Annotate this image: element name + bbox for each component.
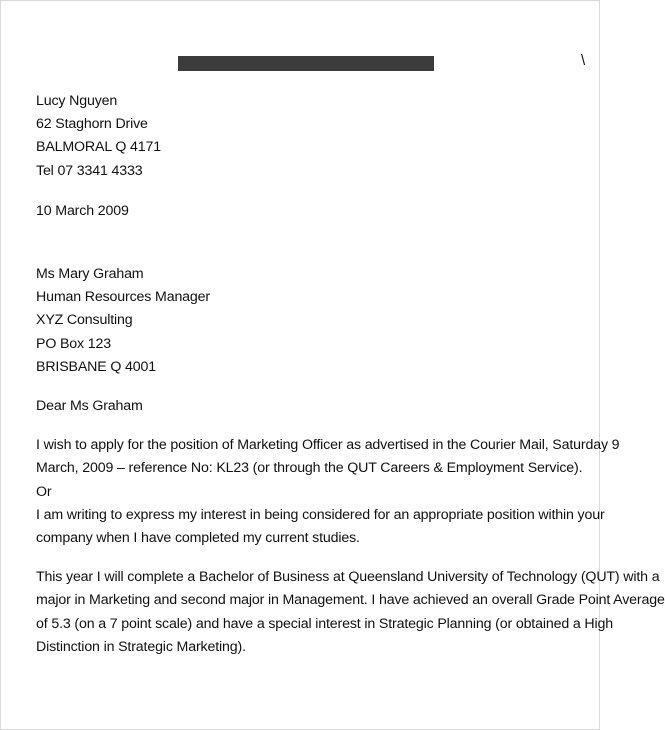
spacer — [36, 183, 581, 200]
paragraph-line: company when I have completed my current studies. — [36, 530, 360, 547]
sender-name: Lucy Nguyen — [36, 93, 118, 109]
corner-mark: \ — [581, 52, 586, 69]
redaction-bar — [178, 56, 434, 71]
sender-street: 62 Staghorn Drive — [36, 116, 148, 133]
recipient-address — [36, 263, 581, 379]
paragraph-application — [36, 434, 620, 550]
paragraph-line: I wish to apply for the position of Marketing Officer as advertised in the Courier Mail, Saturday 9 — [36, 437, 620, 454]
spacer — [36, 550, 581, 566]
paragraph-line: major in Marketing and second major in Management. I have achieved an overall Grade Point Average — [36, 592, 665, 609]
spacer — [36, 418, 581, 434]
recipient-name: Ms Mary Graham — [36, 266, 144, 283]
or-text: Or — [36, 483, 52, 500]
paragraph-line: I am writing to express my interest in being considered for an appropriate position within your — [36, 506, 605, 523]
salutation: Dear Ms Graham — [36, 398, 143, 415]
sender-city: BALMORAL Q 4171 — [36, 139, 161, 156]
sender-address — [36, 90, 581, 183]
recipient-title: Human Resources Manager — [36, 289, 210, 306]
paragraph-line: of 5.3 (on a 7 point scale) and have a special interest in Strategic Planning (or obtained a High — [36, 615, 613, 632]
letter-date: 10 March 2009 — [36, 202, 129, 219]
recipient-company: XYZ Consulting — [36, 312, 133, 329]
paragraph-line: March, 2009 – reference No: KL23 (or through the QUT Careers & Employment Service). — [36, 460, 583, 477]
spacer — [36, 223, 581, 263]
paragraph-line: Distinction in Strategic Marketing). — [36, 638, 246, 655]
paragraph-studies — [36, 566, 665, 659]
recipient-city: BRISBANE Q 4001 — [36, 358, 156, 375]
sender-phone: Tel 07 3341 4333 — [36, 162, 143, 179]
letter-body — [36, 90, 665, 659]
paragraph-line: This year I will complete a Bachelor of Business at Queensland University of Technology (QUT) with a — [36, 569, 660, 586]
recipient-po-box: PO Box 123 — [36, 335, 112, 352]
spacer — [36, 379, 581, 395]
